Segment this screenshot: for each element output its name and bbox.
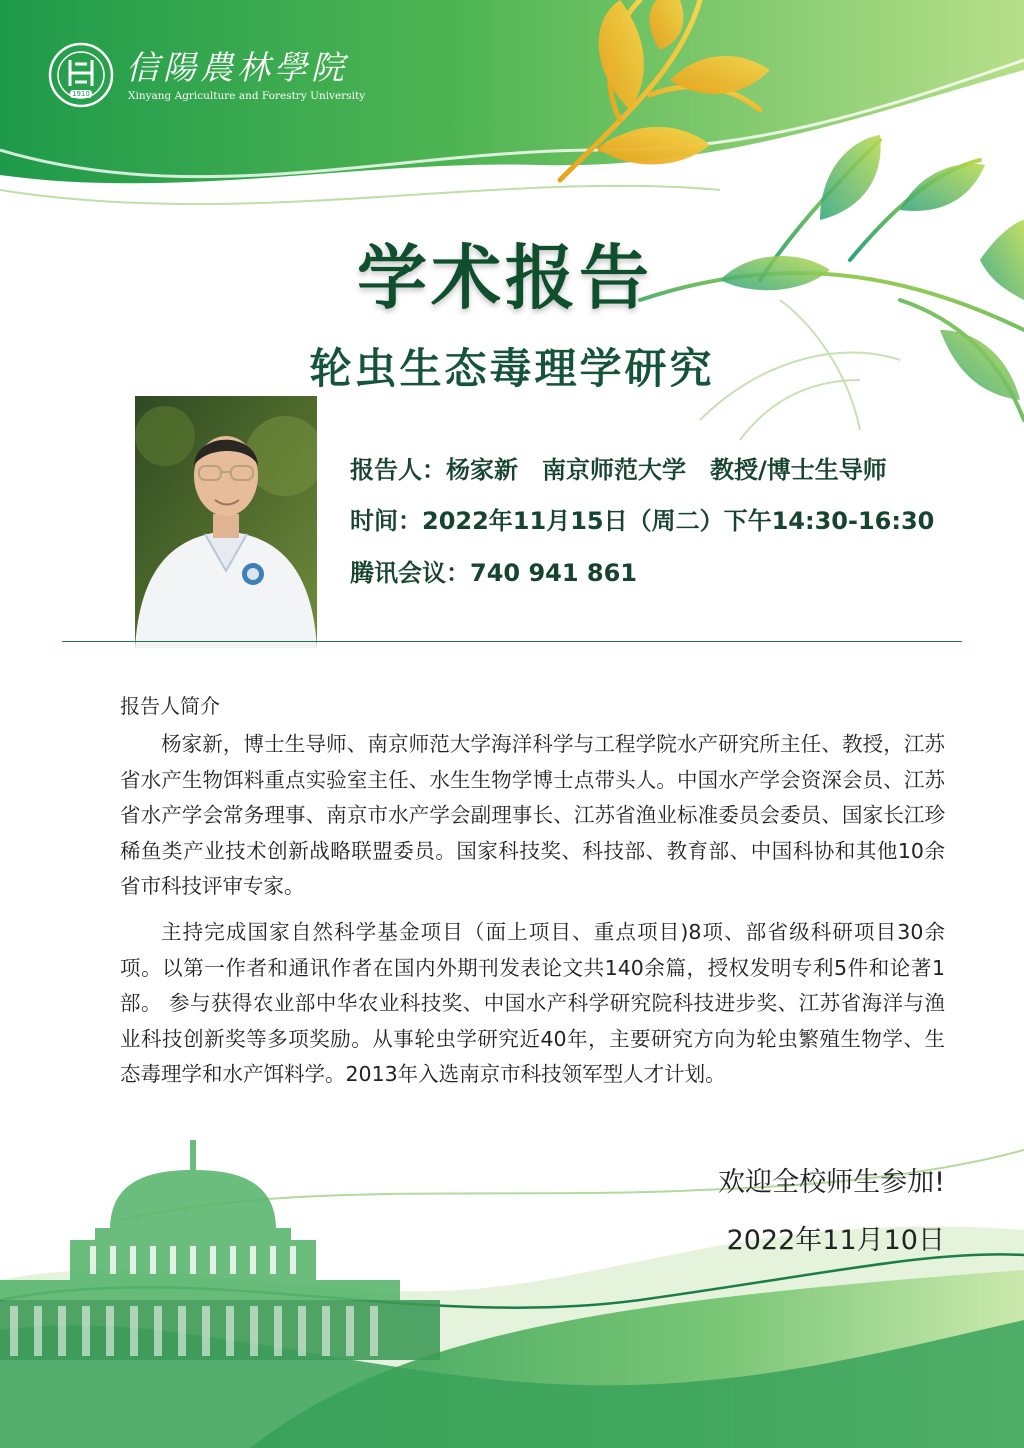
bio-paragraph-2: 主持完成国家自然科学基金项目（面上项目、重点项目)8项、部省级科研项目30余项。以第一作者和通讯作者在国内外期刊发表论文共140余篇，授权发明专利5件和论著1部。 参与获得农业部中华农业科技奖、中国水产科学研究院科技进步奖、江苏省海洋与渔业科技创新奖等多项奖励。从事轮虫学研究近40年，主要研究方向为轮虫繁殖生物学、生态毒理学和水产饵料学。2013年入选南京市科技领军型人才计划。 [120,920,945,1086]
page-title: 学术报告 [357,237,653,319]
university-emblem-icon [48,42,114,108]
divider [62,641,962,642]
logo-english-name: Xinyang Agriculture and Forestry University [128,90,366,102]
logo-chinese-name: 信陽農林學院 [126,48,348,87]
bio-heading: 报告人简介 [120,694,220,718]
speaker-photo [135,396,317,648]
speaker-info: 报告人：杨家新 南京师范大学 教授/博士生导师 [350,456,887,484]
logo-year: 1910 [72,90,90,98]
welcome-text: 欢迎全校师生参加! [718,1167,945,1198]
meeting-info: 腾讯会议：740 941 861 [350,559,638,587]
university-logo [48,42,366,106]
bio-paragraph-1: 杨家新，博士生导师、南京师范大学海洋科学与工程学院水产研究所主任、教授，江苏省水产生物饵料重点实验室主任、水生生物学博士点带头人。中国水产学会资深会员、江苏省水产学会常务理事、南京市水产学会副理事长、江苏省渔业标准委员会委员、国家长江珍稀鱼类产业技术创新战略联盟委员。国家科技奖、科技部、教育部、中国科协和其他10余省市科技评审专家。 [120,732,945,898]
time-info: 时间：2022年11月15日（周二）下午14:30-16:30 [350,507,935,535]
report-subtitle: 轮虫生态毒理学研究 [309,344,715,393]
issue-date: 2022年11月10日 [726,1225,945,1256]
